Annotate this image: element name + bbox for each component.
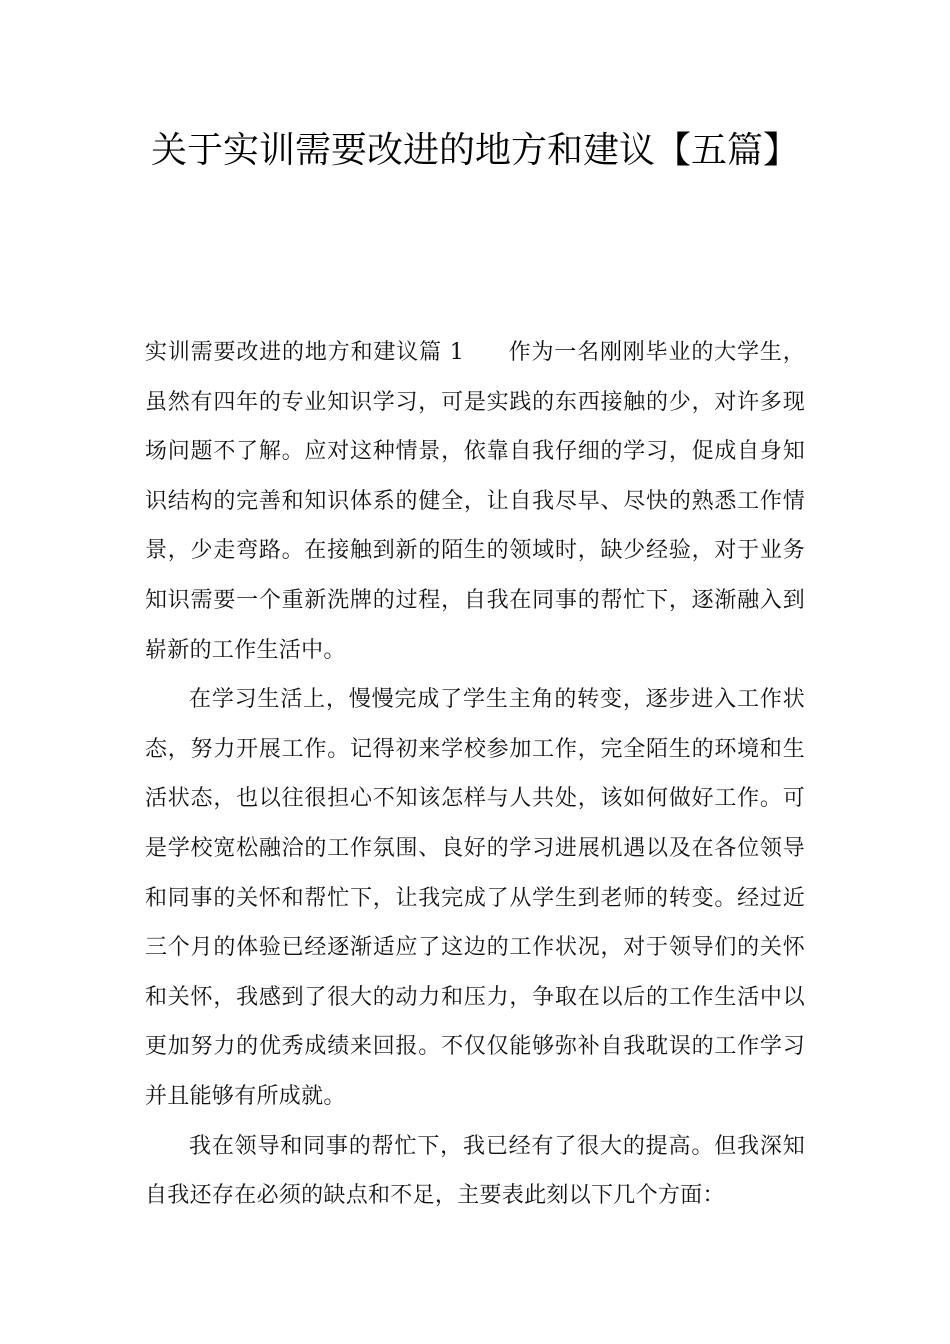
paragraph-2: 在学习生活上，慢慢完成了学生主角的转变，逐步进入工作状态，努力开展工作。记得初来学校参加工作，完全陌生的环境和生活状态，也以往很担心不知该怎样与人共处，该如何做好工作。可是学校宽松融洽的工作氛围、良好的学习进展机遇以及在各位领导和同事的关怀和帮忙下，让我完成了从学生到老师的转变。经过近三个月的体验已经逐渐适应了这边的工作状况，对于领导们的关怀和关怀，我感到了很大的动力和压力，争取在以后的工作生活中以更加努力的优秀成绩来回报。不仅仅能够弥补自我耽误的工作学习并且能够有所成就。 (145, 687, 805, 1109)
paragraph-1-text: 作为一名刚刚毕业的大学生，虽然有四年的专业知识学习，可是实践的东西接触的少，对许多现场问题不了解。应对这种情景，依靠自我仔细的学习，促成自身知识结构的完善和知识体系的健全，让自我尽早、尽快的熟悉工作情景，少走弯路。在接触到新的陌生的领域时，缺少经验，对于业务知识需要一个重新洗牌的过程，自我在同事的帮忙下，逐渐融入到崭新的工作生活中。 (145, 340, 805, 663)
paragraph-1 (145, 328, 805, 675)
document-body (145, 328, 805, 1221)
document-title: 关于实训需要改进的地方和建议【五篇】 (150, 130, 799, 171)
paragraph-3: 我在领导和同事的帮忙下，我已经有了很大的提高。但我深知自我还存在必须的缺点和不足，主要表此刻以下几个方面： (145, 1133, 805, 1209)
section-heading: 实训需要改进的地方和建议篇 1 (145, 340, 465, 365)
